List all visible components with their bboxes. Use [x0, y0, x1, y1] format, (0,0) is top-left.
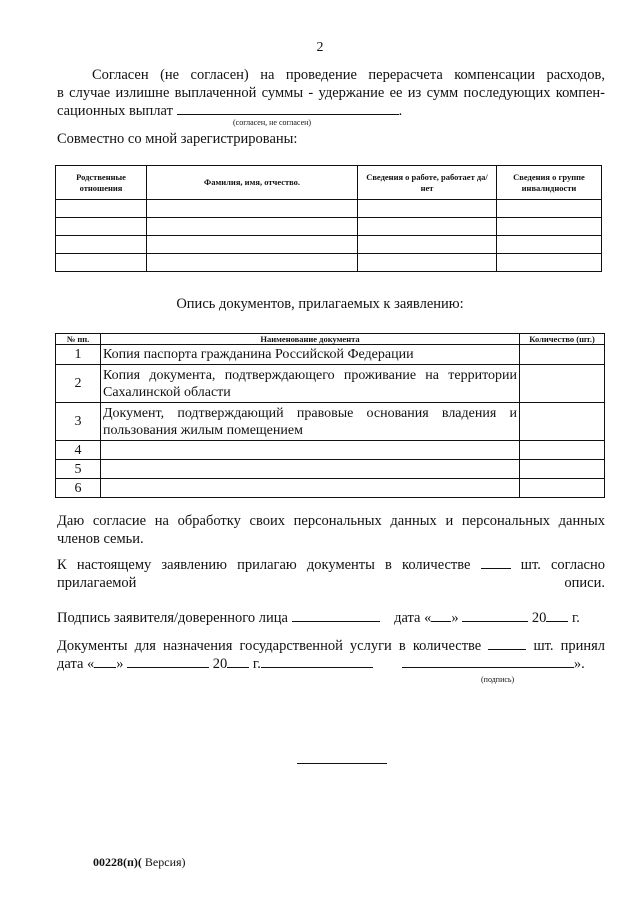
signature-month-field[interactable] [462, 609, 528, 622]
doc-number: 6 [56, 479, 101, 498]
doc-name: Копия паспорта гражданина Российской Федерации [101, 345, 520, 365]
doc-header-number: № пп. [56, 334, 101, 345]
consent-hint: (согласен, не согласен) [233, 118, 312, 127]
doc-name[interactable] [101, 441, 520, 460]
accepted-line2 [57, 655, 605, 673]
consent-recalc-paragraph [57, 66, 605, 120]
footer-code-text: 00228(п)( [93, 855, 142, 869]
table-row [56, 441, 605, 460]
attach-paragraph [57, 556, 605, 592]
family-table [55, 165, 602, 272]
attach-text-part2: шт. согласно прилагаемой описи. [57, 557, 605, 591]
accepted-year-suffix: г. [252, 656, 261, 672]
family-cell[interactable] [358, 254, 497, 272]
doc-quantity[interactable] [520, 441, 605, 460]
family-header-relation: Родственные отношения [56, 166, 147, 200]
accepted-signature-field[interactable] [402, 655, 574, 668]
family-cell[interactable] [147, 254, 358, 272]
documents-table-header [56, 334, 605, 345]
family-cell[interactable] [358, 200, 497, 218]
page-number: 2 [316, 40, 324, 55]
signature-year-field[interactable] [546, 609, 568, 622]
consent-recalc-line1: Согласен (не согласен) на проведение перерасчета компенсации расходов, [92, 67, 605, 83]
doc-number: 4 [56, 441, 101, 460]
signature-year-suffix: г. [571, 610, 580, 626]
family-header-disability: Сведения о группе инвалидности [497, 166, 602, 200]
accepted-date-label: дата « [57, 656, 95, 672]
doc-quantity[interactable] [520, 365, 605, 403]
family-cell[interactable] [358, 218, 497, 236]
accepted-line1 [57, 637, 605, 655]
accepted-quote-close: » [116, 656, 124, 672]
table-row [56, 236, 602, 254]
doc-number: 2 [56, 365, 101, 403]
doc-number: 5 [56, 460, 101, 479]
signature-label: Подпись заявителя/доверенного лица [57, 610, 288, 626]
accepted-text-part1: Документы для назначения государственной услуги в количестве [57, 638, 482, 654]
signature-field[interactable] [292, 609, 380, 622]
doc-quantity[interactable] [520, 460, 605, 479]
inventory-heading: Опись документов, прилагаемых к заявлению: [176, 296, 464, 312]
accepted-month-field[interactable] [127, 655, 209, 668]
family-cell[interactable] [147, 200, 358, 218]
table-row [56, 479, 605, 498]
footer-code [93, 855, 186, 870]
signature-date-label: дата « [394, 610, 432, 626]
family-header-work: Сведения о работе, работает да/нет [358, 166, 497, 200]
family-cell[interactable] [497, 200, 602, 218]
family-header-name: Фамилия, имя, отчество. [147, 166, 358, 200]
doc-header-quantity: Количество (шт.) [520, 334, 605, 345]
footer-version: Версия) [141, 855, 186, 869]
consent-personal-data: Даю согласие на обработку своих персональных данных и персональных данных членов семьи. [57, 513, 605, 547]
family-cell[interactable] [497, 236, 602, 254]
signature-year-prefix: 20 [531, 610, 547, 626]
doc-quantity[interactable] [520, 345, 605, 365]
registered-heading: Совместно со мной зарегистрированы: [57, 131, 298, 147]
signature-quote-close: » [451, 610, 459, 626]
family-cell[interactable] [358, 236, 497, 254]
doc-number: 1 [56, 345, 101, 365]
attach-line1 [57, 556, 605, 592]
family-cell[interactable] [56, 254, 147, 272]
accepted-count-field[interactable] [488, 637, 526, 650]
table-row [56, 345, 605, 365]
doc-quantity[interactable] [520, 479, 605, 498]
family-cell[interactable] [147, 218, 358, 236]
family-cell[interactable] [56, 236, 147, 254]
accepted-name-field[interactable] [261, 655, 373, 668]
accepted-paragraph [57, 637, 605, 673]
doc-header-name: Наименование документа [101, 334, 520, 345]
table-row [56, 254, 602, 272]
family-cell[interactable] [56, 218, 147, 236]
doc-quantity[interactable] [520, 403, 605, 441]
table-row [56, 218, 602, 236]
doc-number: 3 [56, 403, 101, 441]
signature-hint: (подпись) [481, 675, 515, 684]
consent-recalc-line3 [57, 102, 605, 120]
family-cell[interactable] [56, 200, 147, 218]
doc-name: Документ, подтверждающий правовые основания владения и пользования жилым помещением [101, 403, 520, 441]
table-row [56, 200, 602, 218]
applicant-signature-line [57, 609, 605, 627]
table-row [56, 460, 605, 479]
accepted-year-prefix: 20 [212, 656, 228, 672]
doc-name[interactable] [101, 460, 520, 479]
family-cell[interactable] [147, 236, 358, 254]
doc-name: Копия документа, подтверждающего проживание на территории Сахалинской области [101, 365, 520, 403]
doc-name[interactable] [101, 479, 520, 498]
table-row [56, 365, 605, 403]
accepted-end: ». [573, 656, 585, 672]
family-cell[interactable] [497, 218, 602, 236]
consent-answer-field[interactable] [177, 102, 399, 115]
attach-text-part1: К настоящему заявлению прилагаю документы в количестве [57, 557, 471, 573]
accepted-year-field[interactable] [227, 655, 249, 668]
documents-table [55, 333, 605, 498]
family-cell[interactable] [497, 254, 602, 272]
table-row [56, 403, 605, 441]
signature-day-field[interactable] [431, 609, 451, 622]
accepted-day-field[interactable] [94, 655, 116, 668]
consent-recalc-line3-text: сационных выплат [57, 103, 173, 119]
consent-recalc-line3-end: . [398, 103, 403, 119]
family-table-header [56, 166, 602, 200]
end-divider [297, 763, 387, 764]
accepted-text-part2: шт. принял [533, 638, 605, 654]
consent-recalc-line2: в случае излишне выплаченной суммы - удержание ее из сумм последующих компен- [57, 85, 605, 101]
attach-count-field[interactable] [481, 556, 511, 569]
